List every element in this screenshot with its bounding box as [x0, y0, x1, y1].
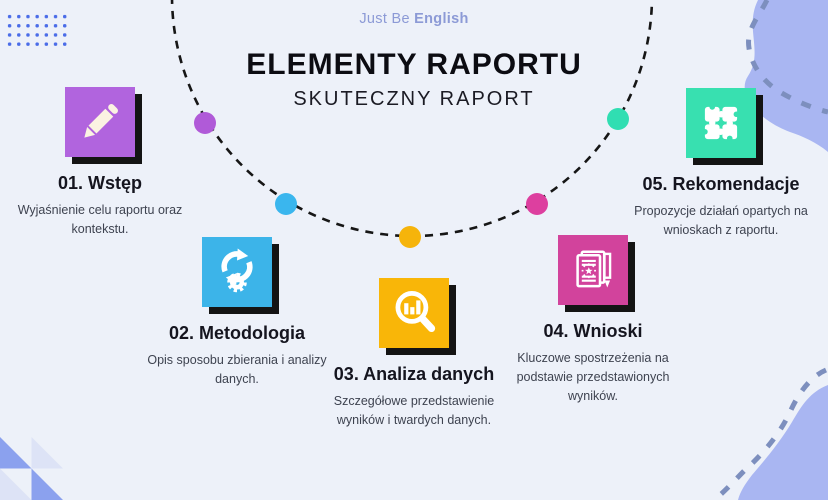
step-description: Wyjaśnienie celu raportu oraz kontekstu.	[17, 203, 183, 236]
timeline-dot-4	[526, 193, 548, 215]
step-title: 02. Metodologia	[168, 323, 305, 343]
step-title: 03. Analiza danych	[333, 364, 495, 384]
page-title: ELEMENTY RAPORTU	[246, 48, 582, 81]
timeline-dot-5	[607, 108, 629, 130]
step-title: 01. Wstęp	[57, 173, 143, 193]
timeline-dot-3	[399, 226, 421, 248]
step-item-wstep	[8, 87, 192, 239]
step-item-metodologia	[145, 237, 329, 389]
metodologia-icon-box	[202, 237, 272, 307]
wnioski-icon-box	[558, 235, 628, 305]
triangle-pattern-decoration	[0, 437, 63, 500]
step-description: Opis sposobu zbierania i analizy danych.	[147, 353, 327, 386]
rekomendacje-icon-box	[686, 88, 756, 158]
brand-bold: English	[414, 11, 469, 27]
step-description: Kluczowe spostrzeżenia na podstawie przedstawionych wyników.	[516, 351, 670, 403]
step-description: Szczegółowe przedstawienie wyników i twardych danych.	[333, 394, 495, 427]
step-title: 05. Rekomendacje	[642, 174, 800, 194]
document-pencil-icon	[565, 242, 621, 298]
step-item-rekomendacje	[629, 88, 813, 240]
brand-logo-text	[0, 11, 828, 27]
pencil-icon	[72, 94, 128, 150]
page-subtitle: SKUTECZNY RAPORT	[293, 88, 535, 110]
step-item-wnioski	[501, 235, 685, 405]
process-cycle-gear-icon	[209, 244, 265, 300]
timeline-dot-2	[275, 193, 297, 215]
puzzle-pieces-icon	[693, 95, 749, 151]
step-title: 04. Wnioski	[543, 321, 643, 341]
brand-prefix: Just Be	[359, 11, 415, 27]
timeline-dot-1	[194, 112, 216, 134]
magnifier-chart-icon	[386, 285, 442, 341]
analiza-icon-box	[379, 278, 449, 348]
step-description: Propozycje działań opartych na wnioskach z raportu.	[634, 204, 808, 237]
step-item-analiza-danych	[322, 278, 506, 430]
wstep-icon-box	[65, 87, 135, 157]
